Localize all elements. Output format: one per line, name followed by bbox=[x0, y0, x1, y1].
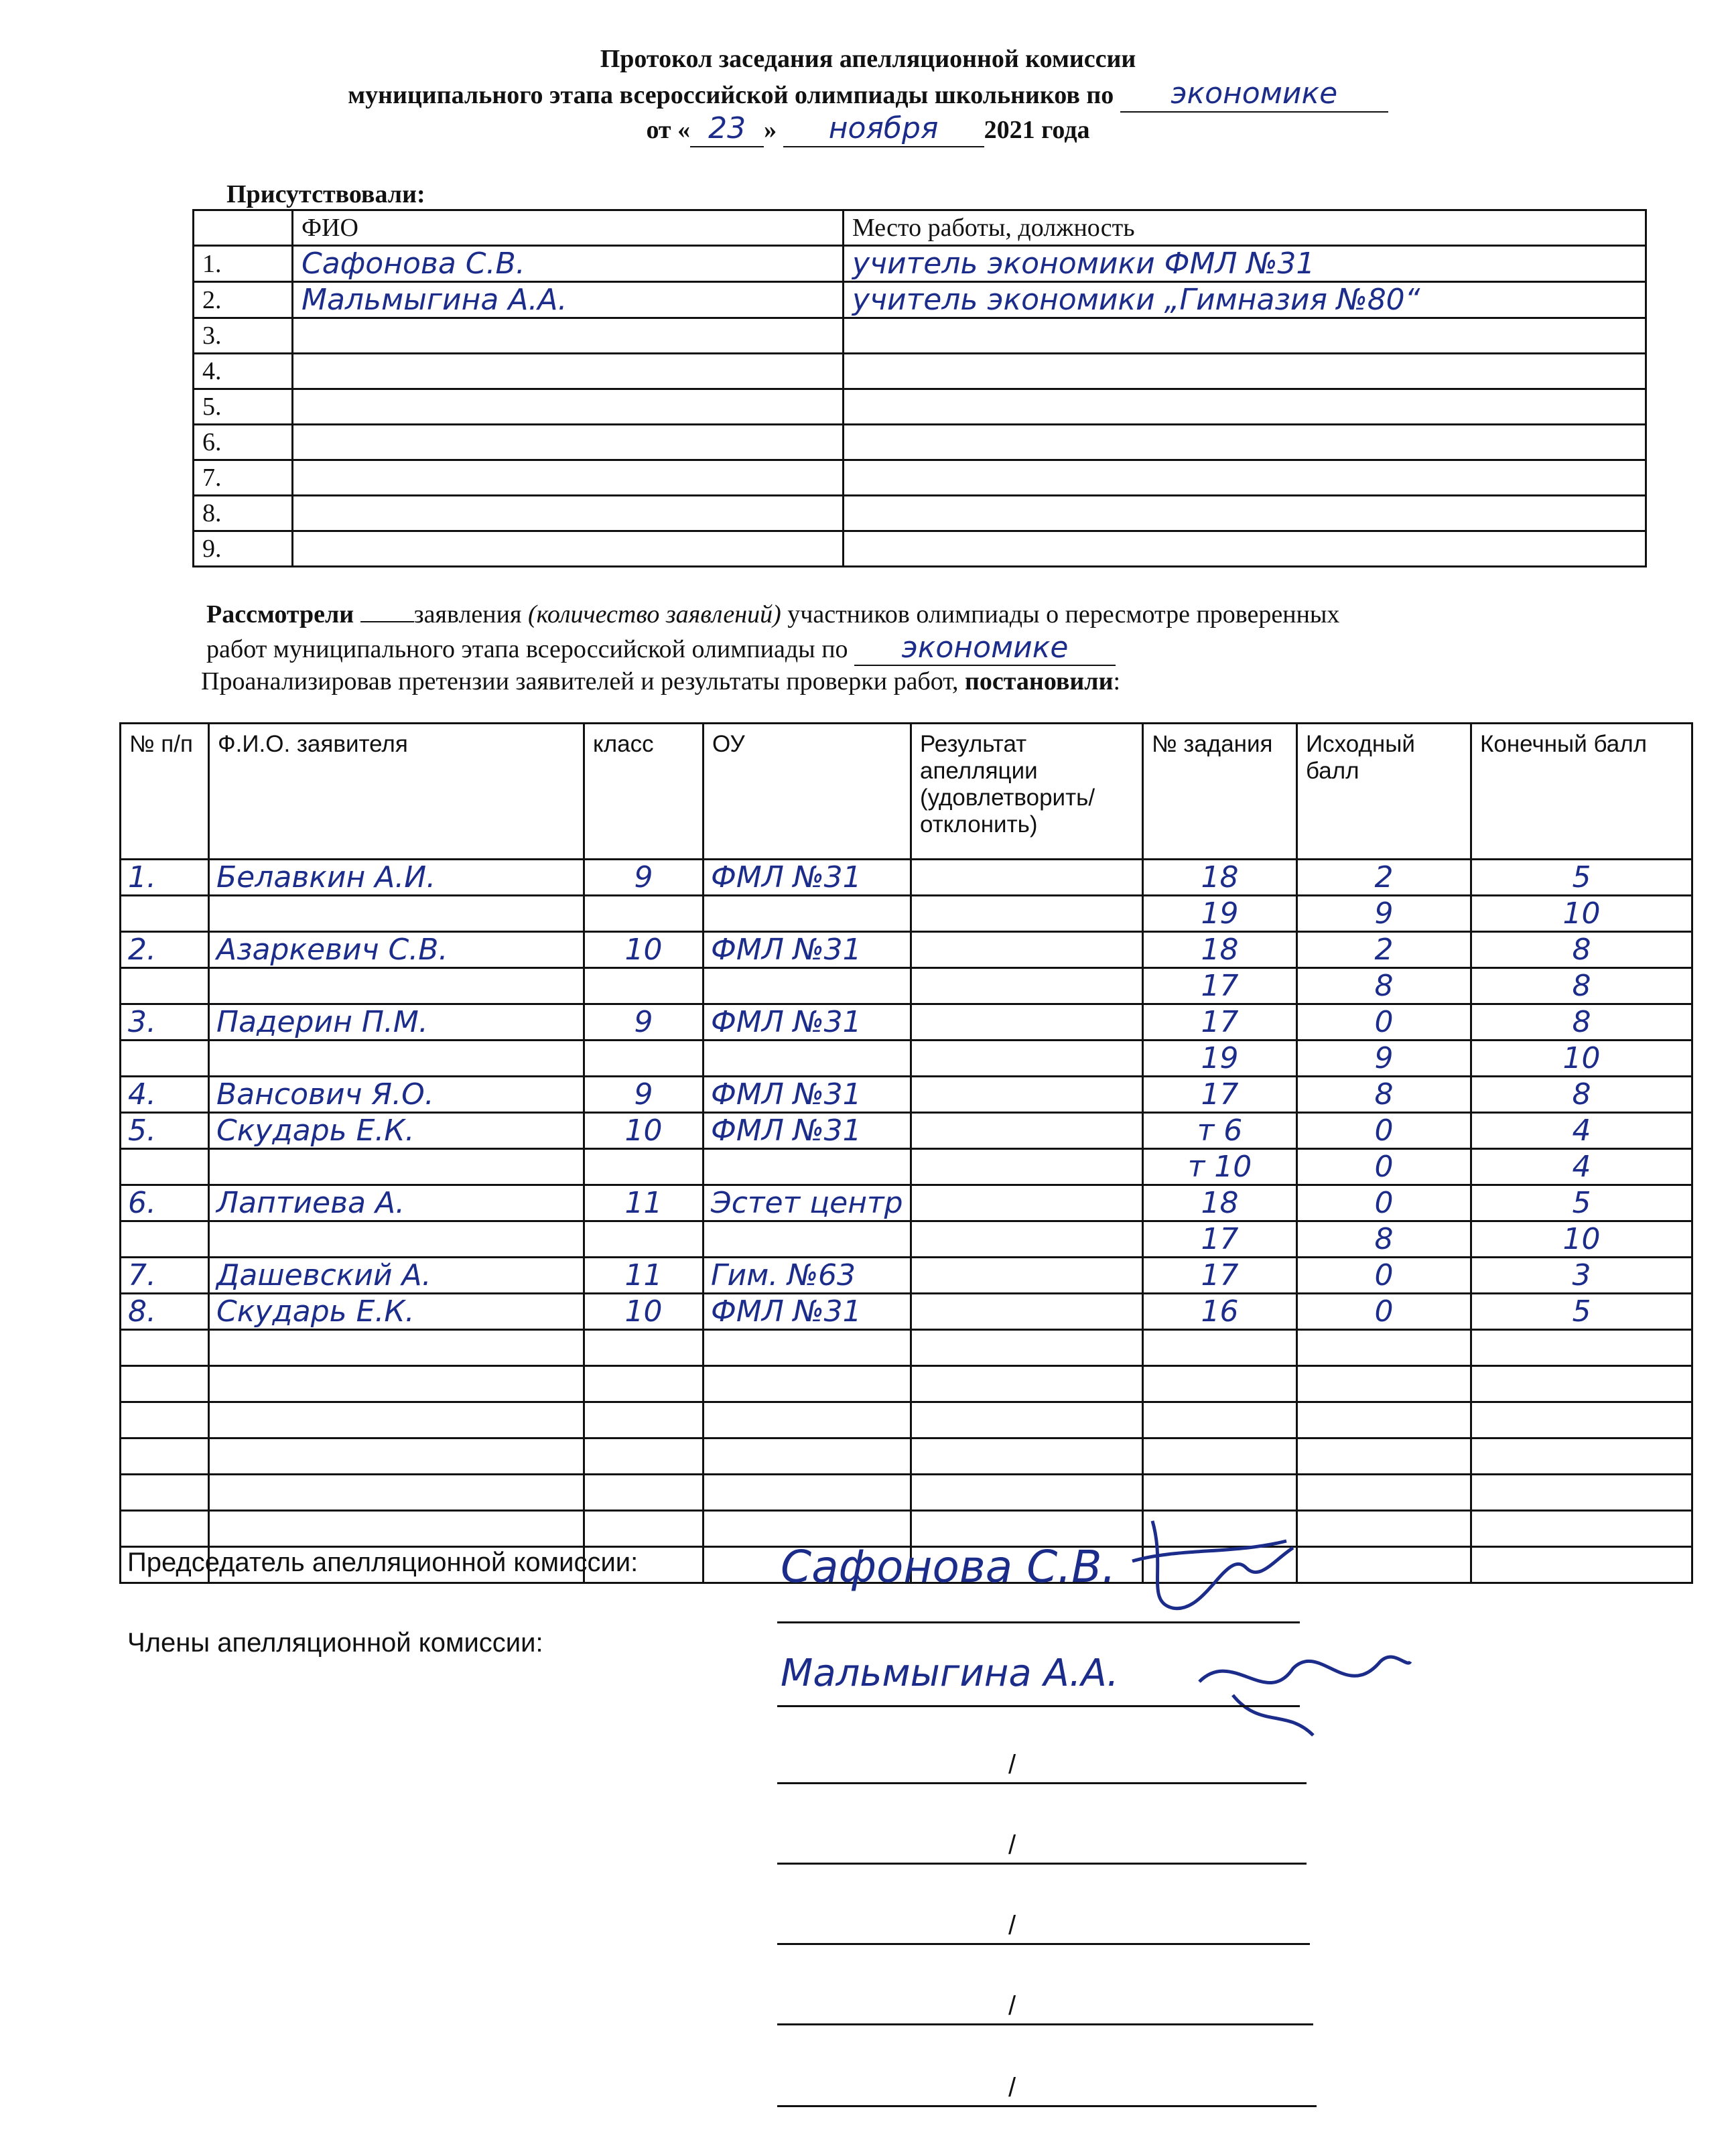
date-prefix: от « bbox=[646, 116, 691, 144]
attendees-table bbox=[192, 209, 1647, 567]
appeal-final: 3 bbox=[1471, 1258, 1692, 1294]
appeal-name bbox=[209, 1041, 584, 1077]
appeal-initial: 2 bbox=[1297, 860, 1471, 896]
appeal-final: 5 bbox=[1471, 1294, 1692, 1330]
chair-label: Председатель апелляционной комиссии: bbox=[127, 1548, 639, 1577]
date-day: 23 bbox=[690, 111, 764, 147]
appeal-grade bbox=[584, 1511, 704, 1547]
header-task: № задания bbox=[1143, 724, 1297, 860]
appeal-num: 6. bbox=[121, 1185, 209, 1221]
attendee-num: 2. bbox=[194, 282, 293, 318]
attendee-num: 5. bbox=[194, 389, 293, 425]
considered-text1: заявления bbox=[413, 600, 522, 628]
appeal-num bbox=[121, 1330, 209, 1366]
appeal-result bbox=[911, 1077, 1143, 1113]
appeal-initial: 2 bbox=[1297, 932, 1471, 968]
appeal-result bbox=[911, 1438, 1143, 1475]
appeal-row bbox=[121, 1185, 1692, 1221]
appeal-name: Скударь Е.К. bbox=[209, 1113, 584, 1149]
appeal-grade: 11 bbox=[584, 1258, 704, 1294]
appeal-result bbox=[911, 1185, 1143, 1221]
appeal-initial bbox=[1297, 1438, 1471, 1475]
appeal-grade: 10 bbox=[584, 1294, 704, 1330]
appeal-initial: 0 bbox=[1297, 1004, 1471, 1041]
attendee-work bbox=[844, 531, 1646, 567]
appeal-row bbox=[121, 1294, 1692, 1330]
appeal-grade bbox=[584, 1149, 704, 1185]
appeal-num bbox=[121, 968, 209, 1004]
appeal-name bbox=[209, 1438, 584, 1475]
appeal-name bbox=[209, 1475, 584, 1511]
considered-subject: экономике bbox=[854, 631, 1116, 666]
appeal-task: 19 bbox=[1143, 1041, 1297, 1077]
appeal-initial: 0 bbox=[1297, 1113, 1471, 1149]
attendee-num: 7. bbox=[194, 460, 293, 496]
appeal-task: т 6 bbox=[1143, 1113, 1297, 1149]
attendees-header-name: ФИО bbox=[293, 210, 844, 246]
appeal-row bbox=[121, 1041, 1692, 1077]
appeal-initial: 8 bbox=[1297, 968, 1471, 1004]
header-initial: Исходный балл bbox=[1297, 724, 1471, 860]
appeal-task: 16 bbox=[1143, 1294, 1297, 1330]
appeal-task bbox=[1143, 1366, 1297, 1402]
appeal-task bbox=[1143, 1402, 1297, 1438]
appeal-row bbox=[121, 1149, 1692, 1185]
appeal-school bbox=[704, 1149, 911, 1185]
appeal-grade bbox=[584, 1475, 704, 1511]
appeal-school bbox=[704, 1475, 911, 1511]
appeal-task: 17 bbox=[1143, 1221, 1297, 1258]
appeal-grade bbox=[584, 1438, 704, 1475]
appeal-result bbox=[911, 1330, 1143, 1366]
appeal-final bbox=[1471, 1547, 1692, 1583]
appeal-initial bbox=[1297, 1366, 1471, 1402]
appeal-num: 5. bbox=[121, 1113, 209, 1149]
appeal-name bbox=[209, 968, 584, 1004]
chair-signature-scribble bbox=[1126, 1508, 1300, 1628]
appeal-name: Падерин П.М. bbox=[209, 1004, 584, 1041]
appeal-row bbox=[121, 968, 1692, 1004]
appeal-result bbox=[911, 896, 1143, 932]
appeal-row bbox=[121, 1077, 1692, 1113]
header-num: № п/п bbox=[121, 724, 209, 860]
appeal-num bbox=[121, 1438, 209, 1475]
appeal-initial bbox=[1297, 1402, 1471, 1438]
appeal-num: 7. bbox=[121, 1258, 209, 1294]
appeal-school bbox=[704, 1221, 911, 1258]
appeal-row bbox=[121, 1221, 1692, 1258]
appeal-name: Скударь Е.К. bbox=[209, 1294, 584, 1330]
appeal-final bbox=[1471, 1366, 1692, 1402]
appeal-result bbox=[911, 1258, 1143, 1294]
appeal-task bbox=[1143, 1475, 1297, 1511]
appeal-name: Вансович Я.О. bbox=[209, 1077, 584, 1113]
appeal-school: ФМЛ №31 bbox=[704, 1077, 911, 1113]
appeal-result bbox=[911, 860, 1143, 896]
appeal-grade bbox=[584, 968, 704, 1004]
attendee-name: Мальмыгина А.А. bbox=[293, 282, 844, 318]
appeal-row bbox=[121, 1258, 1692, 1294]
appeal-name bbox=[209, 1402, 584, 1438]
appeal-final: 8 bbox=[1471, 968, 1692, 1004]
attendee-name bbox=[293, 318, 844, 354]
members-label: Члены апелляционной комиссии: bbox=[127, 1628, 543, 1658]
header-school: ОУ bbox=[704, 724, 911, 860]
appeal-row bbox=[121, 1366, 1692, 1402]
appeal-num: 3. bbox=[121, 1004, 209, 1041]
protocol-date bbox=[0, 111, 1736, 147]
attendee-num: 6. bbox=[194, 425, 293, 460]
subtitle-prefix: муниципального этапа всероссийской олимпиады школьников по bbox=[348, 81, 1114, 109]
appeal-result bbox=[911, 1402, 1143, 1438]
attendee-name bbox=[293, 496, 844, 531]
member3-signature-line bbox=[777, 1863, 1307, 1865]
header-final: Конечный балл bbox=[1471, 724, 1692, 860]
attendees-header-row bbox=[194, 210, 1646, 246]
appeal-school: ФМЛ №31 bbox=[704, 932, 911, 968]
attendee-row bbox=[194, 531, 1646, 567]
appeal-row bbox=[121, 1330, 1692, 1366]
appeal-final bbox=[1471, 1438, 1692, 1475]
appeal-initial: 0 bbox=[1297, 1185, 1471, 1221]
appeal-name bbox=[209, 896, 584, 932]
appeal-task: 17 bbox=[1143, 1004, 1297, 1041]
attendee-row bbox=[194, 318, 1646, 354]
appeal-num bbox=[121, 1221, 209, 1258]
appeal-task: 19 bbox=[1143, 896, 1297, 932]
appeal-grade: 9 bbox=[584, 860, 704, 896]
appeal-grade: 10 bbox=[584, 932, 704, 968]
protocol-subtitle bbox=[0, 76, 1736, 113]
appeal-result bbox=[911, 1294, 1143, 1330]
appeal-school: ФМЛ №31 bbox=[704, 1294, 911, 1330]
attendees-header-num bbox=[194, 210, 293, 246]
appeal-final: 4 bbox=[1471, 1149, 1692, 1185]
appeal-task: 17 bbox=[1143, 968, 1297, 1004]
appeal-final: 8 bbox=[1471, 1077, 1692, 1113]
appeal-num bbox=[121, 1511, 209, 1547]
protocol-title: Протокол заседания апелляционной комиссии bbox=[600, 45, 1136, 73]
attendee-row bbox=[194, 425, 1646, 460]
attendee-work bbox=[844, 354, 1646, 389]
appeal-final: 8 bbox=[1471, 932, 1692, 968]
appeal-grade bbox=[584, 1402, 704, 1438]
attendee-work bbox=[844, 389, 1646, 425]
appeal-initial bbox=[1297, 1330, 1471, 1366]
appeal-name bbox=[209, 1149, 584, 1185]
attendee-row bbox=[194, 354, 1646, 389]
appeal-final: 10 bbox=[1471, 1041, 1692, 1077]
considered-line1 bbox=[206, 598, 1680, 631]
header-grade: класс bbox=[584, 724, 704, 860]
appeal-name: Белавкин А.И. bbox=[209, 860, 584, 896]
attendee-num: 3. bbox=[194, 318, 293, 354]
appeals-header-row bbox=[121, 724, 1692, 860]
appeal-num bbox=[121, 1402, 209, 1438]
appeal-school bbox=[704, 968, 911, 1004]
appeal-final: 5 bbox=[1471, 1185, 1692, 1221]
chair-signature-name: Сафонова С.В. bbox=[781, 1541, 1116, 1593]
appeal-row bbox=[121, 1475, 1692, 1511]
appeal-initial: 8 bbox=[1297, 1221, 1471, 1258]
appeal-initial bbox=[1297, 1547, 1471, 1583]
member6-signature-line bbox=[777, 2105, 1317, 2107]
appeal-result bbox=[911, 968, 1143, 1004]
appeal-row bbox=[121, 932, 1692, 968]
appeal-initial: 0 bbox=[1297, 1149, 1471, 1185]
appeal-name bbox=[209, 1330, 584, 1366]
count-blank bbox=[360, 621, 414, 622]
appeal-task: т 10 bbox=[1143, 1149, 1297, 1185]
appeal-row bbox=[121, 860, 1692, 896]
attendee-num: 1. bbox=[194, 246, 293, 282]
member4-signature-line bbox=[777, 1943, 1310, 1945]
attendee-num: 9. bbox=[194, 531, 293, 567]
attendee-name bbox=[293, 460, 844, 496]
appeal-initial bbox=[1297, 1511, 1471, 1547]
appeal-school bbox=[704, 1366, 911, 1402]
appeal-row bbox=[121, 1402, 1692, 1438]
attendee-work: учитель экономики ФМЛ №31 bbox=[844, 246, 1646, 282]
appeal-num bbox=[121, 1366, 209, 1402]
appeal-task: 17 bbox=[1143, 1077, 1297, 1113]
appeal-task: 18 bbox=[1143, 1185, 1297, 1221]
appeal-final: 10 bbox=[1471, 1221, 1692, 1258]
appeal-task bbox=[1143, 1330, 1297, 1366]
attendee-name bbox=[293, 354, 844, 389]
appeal-name: Азаркевич С.В. bbox=[209, 932, 584, 968]
appeal-task: 17 bbox=[1143, 1258, 1297, 1294]
appeal-num: 2. bbox=[121, 932, 209, 968]
date-month: ноября bbox=[783, 111, 984, 147]
appeal-result bbox=[911, 1475, 1143, 1511]
appeal-name: Лаптиева А. bbox=[209, 1185, 584, 1221]
appeal-final bbox=[1471, 1511, 1692, 1547]
appeal-grade: 9 bbox=[584, 1077, 704, 1113]
appeal-num: 1. bbox=[121, 860, 209, 896]
appeal-num bbox=[121, 896, 209, 932]
appeal-result bbox=[911, 1149, 1143, 1185]
appeal-school: ФМЛ №31 bbox=[704, 1004, 911, 1041]
appeal-initial: 9 bbox=[1297, 1041, 1471, 1077]
attendees-label: Присутствовали: bbox=[226, 180, 425, 208]
appeal-grade bbox=[584, 1041, 704, 1077]
header-result: Результат апелляции (удовлетворить/ отклонить) bbox=[911, 724, 1143, 860]
appeal-grade: 11 bbox=[584, 1185, 704, 1221]
appeal-school bbox=[704, 1438, 911, 1475]
appeal-final: 5 bbox=[1471, 860, 1692, 896]
appeal-grade: 10 bbox=[584, 1113, 704, 1149]
header-name: Ф.И.О. заявителя bbox=[209, 724, 584, 860]
appeal-school: ФМЛ №31 bbox=[704, 1113, 911, 1149]
subject-handwritten: экономике bbox=[1120, 76, 1388, 113]
appeal-final bbox=[1471, 1330, 1692, 1366]
member6-slash: / bbox=[1008, 2073, 1016, 2102]
appeal-num bbox=[121, 1041, 209, 1077]
appeal-name bbox=[209, 1221, 584, 1258]
member5-slash: / bbox=[1008, 1991, 1016, 2021]
chair-signature-line bbox=[777, 1621, 1300, 1623]
attendee-name bbox=[293, 425, 844, 460]
attendee-work bbox=[844, 425, 1646, 460]
appeal-final bbox=[1471, 1402, 1692, 1438]
considered-line2 bbox=[206, 631, 1680, 666]
appeal-result bbox=[911, 1366, 1143, 1402]
attendee-work bbox=[844, 460, 1646, 496]
date-year: 2021 года bbox=[984, 116, 1090, 144]
attendee-work: учитель экономики „Гимназия №80“ bbox=[844, 282, 1646, 318]
appeal-final: 10 bbox=[1471, 896, 1692, 932]
appeal-result bbox=[911, 1113, 1143, 1149]
considered-text2: участников олимпиады о пересмотре проверенных bbox=[787, 600, 1340, 628]
appeal-school bbox=[704, 1402, 911, 1438]
date-quote: » bbox=[764, 116, 777, 144]
considered-line3 bbox=[201, 665, 1675, 698]
appeal-grade bbox=[584, 1330, 704, 1366]
appeal-grade bbox=[584, 1366, 704, 1402]
appeal-num bbox=[121, 1475, 209, 1511]
appeal-school: Гим. №63 bbox=[704, 1258, 911, 1294]
appeal-initial: 0 bbox=[1297, 1294, 1471, 1330]
member1-signature-scribble bbox=[1193, 1642, 1414, 1742]
member1-signature-line bbox=[777, 1705, 1300, 1707]
appeal-num: 8. bbox=[121, 1294, 209, 1330]
attendees-header-work: Место работы, должность bbox=[844, 210, 1646, 246]
appeals-table bbox=[119, 722, 1693, 1584]
appeal-school: ФМЛ №31 bbox=[704, 860, 911, 896]
attendee-work bbox=[844, 318, 1646, 354]
attendee-row bbox=[194, 460, 1646, 496]
considered-line3-bold: постановили bbox=[965, 667, 1114, 695]
appeal-task: 18 bbox=[1143, 932, 1297, 968]
appeal-final: 8 bbox=[1471, 1004, 1692, 1041]
appeal-row bbox=[121, 1438, 1692, 1475]
member5-signature-line bbox=[777, 2023, 1313, 2025]
member4-slash: / bbox=[1008, 1911, 1016, 1940]
appeal-grade bbox=[584, 1221, 704, 1258]
appeal-row bbox=[121, 1113, 1692, 1149]
appeal-name: Дашевский А. bbox=[209, 1258, 584, 1294]
appeal-final bbox=[1471, 1475, 1692, 1511]
appeal-result bbox=[911, 1004, 1143, 1041]
appeal-result bbox=[911, 932, 1143, 968]
appeal-task bbox=[1143, 1438, 1297, 1475]
attendee-name: Сафонова С.В. bbox=[293, 246, 844, 282]
attendee-work bbox=[844, 496, 1646, 531]
appeal-grade bbox=[584, 896, 704, 932]
appeal-school bbox=[704, 896, 911, 932]
member1-signature-name: Мальмыгина А.А. bbox=[781, 1652, 1119, 1695]
attendee-num: 4. bbox=[194, 354, 293, 389]
appeal-row bbox=[121, 1004, 1692, 1041]
appeal-num bbox=[121, 1149, 209, 1185]
appeal-result bbox=[911, 1221, 1143, 1258]
appeal-task: 18 bbox=[1143, 860, 1297, 896]
considered-bold: Рассмотрели bbox=[206, 600, 354, 628]
appeal-name bbox=[209, 1511, 584, 1547]
considered-colon: : bbox=[1113, 667, 1121, 695]
appeal-initial bbox=[1297, 1475, 1471, 1511]
member3-slash: / bbox=[1008, 1830, 1016, 1860]
appeal-initial: 8 bbox=[1297, 1077, 1471, 1113]
member2-slash: / bbox=[1008, 1750, 1016, 1780]
attendee-num: 8. bbox=[194, 496, 293, 531]
attendee-row bbox=[194, 389, 1646, 425]
appeal-grade: 9 bbox=[584, 1004, 704, 1041]
appeal-initial: 9 bbox=[1297, 896, 1471, 932]
appeal-initial: 0 bbox=[1297, 1258, 1471, 1294]
attendee-row bbox=[194, 496, 1646, 531]
appeal-school bbox=[704, 1041, 911, 1077]
attendee-row bbox=[194, 246, 1646, 282]
considered-line3-text: Проанализировав претензии заявителей и результаты проверки работ, bbox=[201, 667, 959, 695]
appeal-school bbox=[704, 1330, 911, 1366]
appeal-num: 4. bbox=[121, 1077, 209, 1113]
appeal-final: 4 bbox=[1471, 1113, 1692, 1149]
appeal-row bbox=[121, 896, 1692, 932]
appeal-school: Эстет центр bbox=[704, 1185, 911, 1221]
considered-line2-text: работ муниципального этапа всероссийской олимпиады по bbox=[206, 635, 848, 663]
considered-italic: (количество заявлений) bbox=[527, 600, 781, 628]
attendee-name bbox=[293, 389, 844, 425]
appeal-name bbox=[209, 1366, 584, 1402]
member2-signature-line bbox=[777, 1782, 1307, 1784]
attendee-name bbox=[293, 531, 844, 567]
appeal-result bbox=[911, 1041, 1143, 1077]
attendee-row bbox=[194, 282, 1646, 318]
